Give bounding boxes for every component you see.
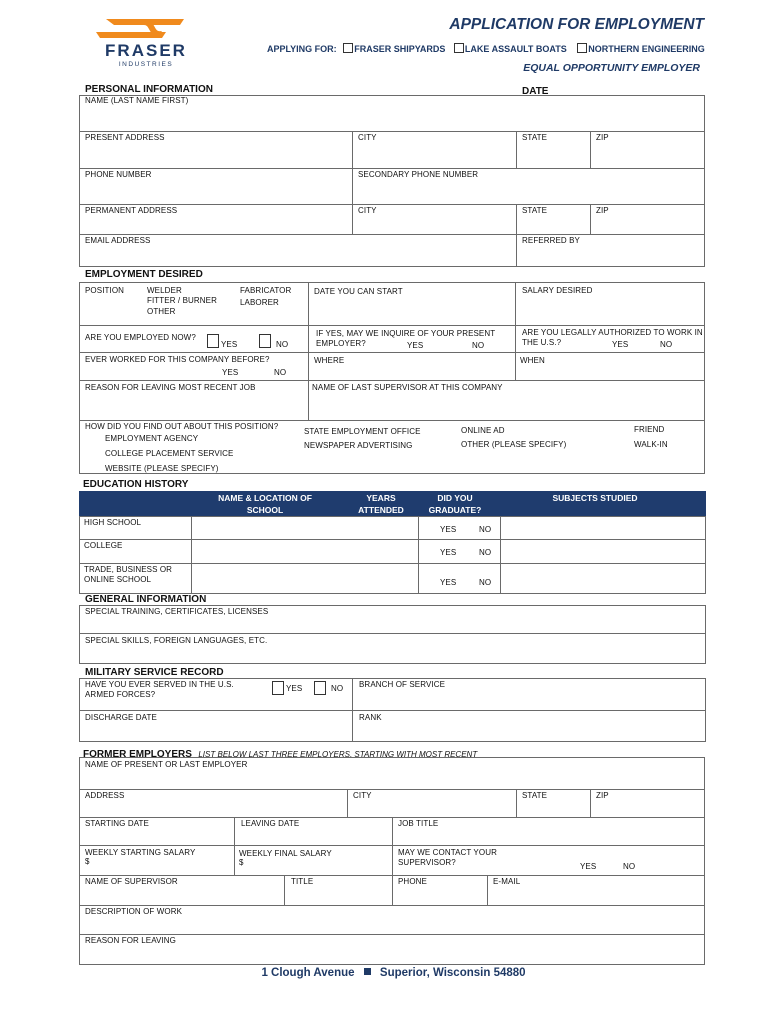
inquire-label: IF YES, MAY WE INQUIRE OF YOUR PRESENT EMPLOYER? bbox=[316, 329, 496, 348]
eoe-statement: EQUAL OPPORTUNITY EMPLOYER bbox=[523, 62, 700, 74]
source-state-office[interactable]: STATE EMPLOYMENT OFFICE bbox=[304, 427, 421, 436]
source-walkin[interactable]: WALK-IN bbox=[634, 440, 668, 449]
source-newspaper[interactable]: NEWSPAPER ADVERTISING bbox=[304, 441, 413, 450]
employed-no-checkbox[interactable] bbox=[259, 334, 271, 348]
personal-info-heading: PERSONAL INFORMATION bbox=[85, 84, 213, 95]
served-yes-label: YES bbox=[286, 684, 303, 693]
source-website[interactable]: WEBSITE (PLEASE SPECIFY) bbox=[105, 464, 219, 473]
position-label: POSITION bbox=[85, 286, 125, 295]
col-years: YEARS ATTENDED bbox=[358, 493, 404, 515]
employer-address-field[interactable]: ADDRESS bbox=[85, 791, 125, 800]
company-logo bbox=[84, 14, 208, 72]
leaving-date-field[interactable]: LEAVING DATE bbox=[241, 819, 300, 828]
edu-trade: TRADE, BUSINESS OR ONLINE SCHOOL bbox=[84, 565, 173, 584]
edu-hs-no[interactable]: NO bbox=[479, 525, 492, 534]
secondary-phone-field[interactable]: SECONDARY PHONE NUMBER bbox=[358, 170, 479, 179]
general-info-heading: GENERAL INFORMATION bbox=[85, 594, 207, 605]
permanent-state-field[interactable]: STATE bbox=[522, 206, 548, 215]
served-label: HAVE YOU EVER SERVED IN THE U.S. ARMED FORCES? bbox=[85, 680, 234, 699]
referred-by-field[interactable]: REFERRED BY bbox=[522, 236, 580, 245]
date-label[interactable]: DATE bbox=[522, 86, 549, 97]
served-yes-checkbox[interactable] bbox=[272, 681, 284, 695]
form-title: APPLICATION FOR EMPLOYMENT bbox=[449, 16, 704, 33]
where-field[interactable]: WHERE bbox=[314, 356, 345, 365]
present-city-field[interactable]: CITY bbox=[358, 133, 377, 142]
option-fraser-shipyards[interactable]: FRASER SHIPYARDS bbox=[343, 44, 445, 54]
discharge-field[interactable]: DISCHARGE DATE bbox=[85, 713, 157, 722]
position-other[interactable]: OTHER bbox=[147, 307, 176, 316]
phone-field[interactable]: PHONE NUMBER bbox=[85, 170, 152, 179]
employed-now-label: ARE YOU EMPLOYED NOW? bbox=[85, 333, 196, 342]
description-field[interactable]: DESCRIPTION OF WORK bbox=[85, 907, 183, 916]
military-heading: MILITARY SERVICE RECORD bbox=[85, 667, 224, 678]
salary-desired-field[interactable]: SALARY DESIRED bbox=[522, 286, 593, 295]
logo-text: FRASER bbox=[105, 41, 187, 60]
permanent-city-field[interactable]: CITY bbox=[358, 206, 377, 215]
permanent-zip-field[interactable]: ZIP bbox=[596, 206, 609, 215]
former-employers-note: LIST BELOW LAST THREE EMPLOYERS, STARTING WITH MOST RECENT bbox=[198, 750, 478, 759]
edu-hs-yes[interactable]: YES bbox=[440, 525, 457, 534]
employer-name-field[interactable]: NAME OF PRESENT OR LAST EMPLOYER bbox=[85, 760, 248, 769]
applying-for-label: APPLYING FOR: bbox=[267, 44, 337, 54]
footer-city: Superior, Wisconsin 54880 bbox=[379, 967, 526, 979]
edu-trade-yes[interactable]: YES bbox=[440, 578, 457, 587]
employment-desired-heading: EMPLOYMENT DESIRED bbox=[85, 269, 203, 280]
worked-before-yes[interactable]: YES bbox=[222, 368, 239, 377]
supervisor-title-field[interactable]: TITLE bbox=[291, 877, 314, 886]
inquire-yes[interactable]: YES bbox=[407, 341, 424, 350]
authorized-yes[interactable]: YES bbox=[612, 340, 629, 349]
position-laborer[interactable]: LABORER bbox=[240, 298, 279, 307]
applying-for-row bbox=[267, 43, 705, 54]
edu-college-no[interactable]: NO bbox=[479, 548, 492, 557]
date-start-field[interactable]: DATE YOU CAN START bbox=[314, 287, 403, 296]
name-field[interactable]: NAME (LAST NAME FIRST) bbox=[85, 96, 189, 105]
starting-salary-field[interactable]: WEEKLY STARTING SALARY bbox=[85, 848, 196, 857]
position-fabricator[interactable]: FABRICATOR bbox=[240, 286, 292, 295]
option-lake-assault-boats[interactable]: LAKE ASSAULT BOATS bbox=[454, 44, 567, 54]
starting-date-field[interactable]: STARTING DATE bbox=[85, 819, 149, 828]
permanent-address-field[interactable]: PERMANENT ADDRESS bbox=[85, 206, 178, 215]
col-school: NAME & LOCATION OF SCHOOL bbox=[218, 493, 312, 515]
checkbox-fraser-shipyards[interactable] bbox=[343, 43, 353, 53]
position-welder[interactable]: WELDER bbox=[147, 286, 182, 295]
worked-before-label: EVER WORKED FOR THIS COMPANY BEFORE? bbox=[85, 355, 270, 364]
footer-separator-icon bbox=[364, 968, 371, 975]
last-supervisor-field[interactable]: NAME OF LAST SUPERVISOR AT THIS COMPANY bbox=[312, 383, 503, 392]
authorized-no[interactable]: NO bbox=[660, 340, 673, 349]
supervisor-email-field[interactable]: E-MAIL bbox=[493, 877, 521, 886]
served-no-label: NO bbox=[331, 684, 344, 693]
logo-subtext: INDUSTRIES bbox=[118, 61, 174, 68]
reason-leaving-field[interactable]: REASON FOR LEAVING MOST RECENT JOB bbox=[85, 383, 256, 392]
rank-field[interactable]: RANK bbox=[359, 713, 382, 722]
email-field[interactable]: EMAIL ADDRESS bbox=[85, 236, 151, 245]
how-find-label: HOW DID YOU FIND OUT ABOUT THIS POSITION? bbox=[85, 422, 279, 431]
when-field[interactable]: WHEN bbox=[520, 356, 545, 365]
footer-address bbox=[0, 967, 770, 979]
starting-salary-dollar: $ bbox=[85, 857, 90, 866]
edu-college-yes[interactable]: YES bbox=[440, 548, 457, 557]
former-employers-heading: FORMER EMPLOYERS bbox=[83, 749, 192, 760]
training-field[interactable]: SPECIAL TRAINING, CERTIFICATES, LICENSES bbox=[85, 607, 269, 616]
checkbox-lake-assault-boats[interactable] bbox=[454, 43, 464, 53]
option-northern-engineering[interactable]: NORTHERN ENGINEERING bbox=[577, 44, 705, 54]
served-no-checkbox[interactable] bbox=[314, 681, 326, 695]
employed-yes-label: YES bbox=[221, 340, 238, 349]
present-state-field[interactable]: STATE bbox=[522, 133, 548, 142]
present-zip-field[interactable]: ZIP bbox=[596, 133, 609, 142]
edu-high-school: HIGH SCHOOL bbox=[84, 518, 142, 527]
contact-supervisor-label: MAY WE CONTACT YOUR SUPERVISOR? bbox=[398, 848, 497, 867]
employed-no-label: NO bbox=[276, 340, 289, 349]
edu-trade-no[interactable]: NO bbox=[479, 578, 492, 587]
position-fitter[interactable]: FITTER / BURNER bbox=[147, 296, 217, 305]
employer-city-field[interactable]: CITY bbox=[353, 791, 372, 800]
present-address-field[interactable]: PRESENT ADDRESS bbox=[85, 133, 165, 142]
worked-before-no[interactable]: NO bbox=[274, 368, 287, 377]
source-friend[interactable]: FRIEND bbox=[634, 425, 665, 434]
source-online-ad[interactable]: ONLINE AD bbox=[461, 426, 505, 435]
employer-state-field[interactable]: STATE bbox=[522, 791, 548, 800]
final-salary-field[interactable]: WEEKLY FINAL SALARY bbox=[239, 849, 332, 858]
skills-field[interactable]: SPECIAL SKILLS, FOREIGN LANGUAGES, ETC. bbox=[85, 636, 268, 645]
col-subjects: SUBJECTS STUDIED bbox=[552, 493, 638, 503]
footer-street: 1 Clough Avenue bbox=[261, 967, 355, 979]
inquire-no[interactable]: NO bbox=[472, 341, 485, 350]
employed-yes-checkbox[interactable] bbox=[207, 334, 219, 348]
supervisor-name-field[interactable]: NAME OF SUPERVISOR bbox=[85, 877, 178, 886]
source-college-placement[interactable]: COLLEGE PLACEMENT SERVICE bbox=[105, 449, 234, 458]
source-agency[interactable]: EMPLOYMENT AGENCY bbox=[105, 434, 199, 443]
job-title-field[interactable]: JOB TITLE bbox=[398, 819, 439, 828]
contact-no[interactable]: NO bbox=[623, 862, 636, 871]
branch-field[interactable]: BRANCH OF SERVICE bbox=[359, 680, 446, 689]
personal-info-table bbox=[79, 95, 705, 267]
checkbox-northern-engineering[interactable] bbox=[577, 43, 587, 53]
reason-for-leaving-field[interactable]: REASON FOR LEAVING bbox=[85, 936, 177, 945]
employer-zip-field[interactable]: ZIP bbox=[596, 791, 609, 800]
source-other[interactable]: OTHER (PLEASE SPECIFY) bbox=[461, 440, 567, 449]
final-salary-dollar: $ bbox=[239, 858, 244, 867]
supervisor-phone-field[interactable]: PHONE bbox=[398, 877, 427, 886]
authorized-label: ARE YOU LEGALLY AUTHORIZED TO WORK IN THE U.S.? bbox=[522, 328, 703, 347]
contact-yes[interactable]: YES bbox=[580, 862, 597, 871]
education-heading: EDUCATION HISTORY bbox=[83, 479, 189, 490]
col-graduate: DID YOU GRADUATE? bbox=[428, 493, 482, 515]
edu-college: COLLEGE bbox=[84, 541, 123, 550]
